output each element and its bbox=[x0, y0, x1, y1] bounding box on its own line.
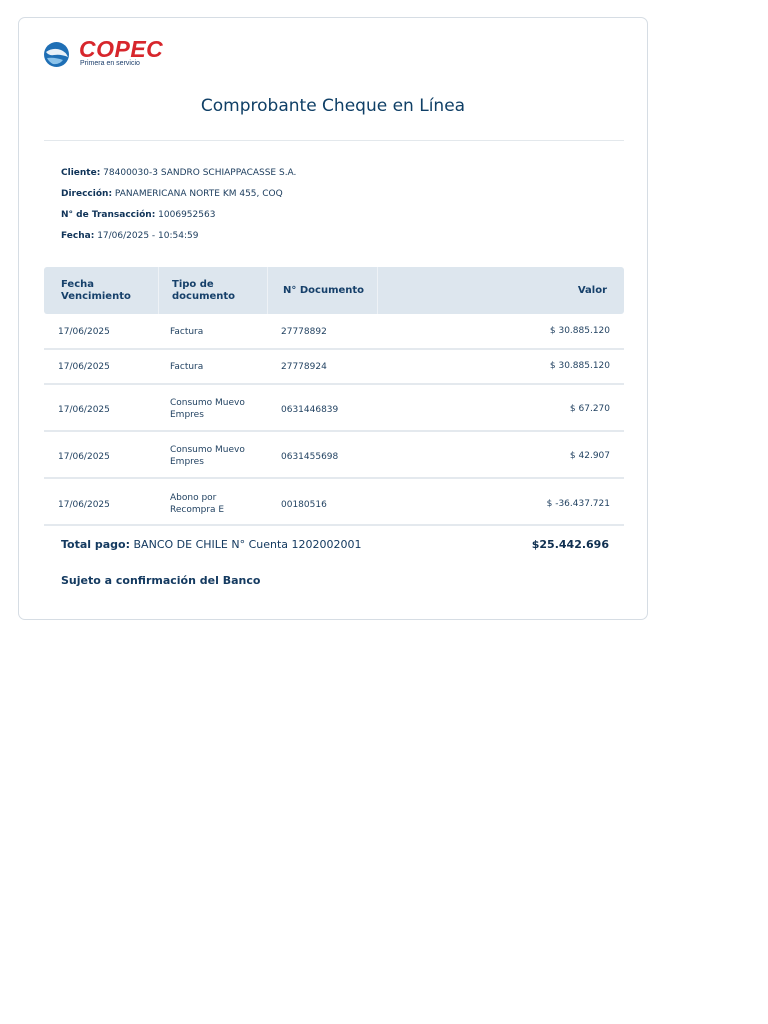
row-documento: 00180516 bbox=[281, 500, 327, 510]
header-documento: N° Documento bbox=[283, 285, 365, 296]
total-detail: BANCO DE CHILE N° Cuenta 1202002001 bbox=[133, 538, 362, 551]
info-transaccion bbox=[61, 210, 296, 231]
table-row bbox=[44, 314, 624, 350]
table-row bbox=[44, 479, 624, 526]
transaction-info bbox=[61, 168, 296, 252]
header-separator bbox=[267, 267, 268, 314]
header-tipo: Tipo de documento bbox=[172, 279, 236, 302]
brand-name: COPEC bbox=[79, 36, 164, 62]
total-value: $25.442.696 bbox=[531, 538, 609, 551]
voucher-card bbox=[18, 17, 648, 620]
row-tipo: Factura bbox=[170, 362, 204, 372]
row-documento: 27778892 bbox=[281, 327, 327, 337]
table-row bbox=[44, 432, 624, 479]
row-documento: 0631446839 bbox=[281, 405, 339, 415]
row-fecha: 17/06/2025 bbox=[58, 327, 110, 337]
row-fecha: 17/06/2025 bbox=[58, 405, 110, 415]
header-separator bbox=[377, 267, 378, 314]
globe-icon bbox=[43, 41, 70, 68]
cliente-value: 78400030-3 SANDRO SCHIAPPACASSE S.A. bbox=[103, 168, 297, 178]
row-fecha: 17/06/2025 bbox=[58, 452, 110, 462]
row-valor: $ 42.907 bbox=[569, 451, 610, 461]
transaccion-value: 1006952563 bbox=[158, 210, 216, 220]
direccion-value: PANAMERICANA NORTE KM 455, COQ bbox=[114, 189, 283, 199]
info-cliente bbox=[61, 168, 296, 189]
row-valor: $ -36.437.721 bbox=[546, 499, 610, 509]
cliente-label: Cliente: bbox=[61, 168, 101, 178]
row-valor: $ 67.270 bbox=[569, 404, 610, 414]
row-fecha: 17/06/2025 bbox=[58, 362, 110, 372]
header-separator bbox=[158, 267, 159, 314]
row-valor: $ 30.885.120 bbox=[549, 361, 610, 371]
brand-tagline: Primera en servicio bbox=[80, 60, 140, 67]
page-title: Comprobante Cheque en Línea bbox=[200, 96, 466, 116]
info-direccion bbox=[61, 189, 296, 210]
table-header bbox=[44, 267, 624, 314]
table-row bbox=[44, 385, 624, 432]
row-tipo: Abono por Recompra E bbox=[170, 493, 225, 515]
row-documento: 27778924 bbox=[281, 362, 327, 372]
row-tipo: Consumo Muevo Empres bbox=[170, 398, 245, 420]
row-fecha: 17/06/2025 bbox=[58, 500, 110, 510]
row-documento: 0631455698 bbox=[281, 452, 339, 462]
total-payment bbox=[61, 538, 362, 551]
info-fecha bbox=[61, 231, 296, 252]
row-valor: $ 30.885.120 bbox=[549, 326, 610, 336]
divider bbox=[44, 140, 624, 141]
total-label: Total pago: bbox=[61, 538, 131, 551]
direccion-label: Dirección: bbox=[61, 189, 113, 199]
fecha-label: Fecha: bbox=[61, 231, 95, 241]
header-valor: Valor bbox=[577, 285, 607, 296]
transaccion-label: N° de Transacción: bbox=[61, 210, 156, 220]
row-tipo: Factura bbox=[170, 327, 204, 337]
fecha-value: 17/06/2025 - 10:54:59 bbox=[97, 231, 199, 241]
row-tipo: Consumo Muevo Empres bbox=[170, 445, 245, 467]
table-row bbox=[44, 350, 624, 385]
header-fecha: Fecha Vencimiento bbox=[61, 279, 131, 302]
confirmation-note: Sujeto a confirmación del Banco bbox=[61, 574, 261, 587]
